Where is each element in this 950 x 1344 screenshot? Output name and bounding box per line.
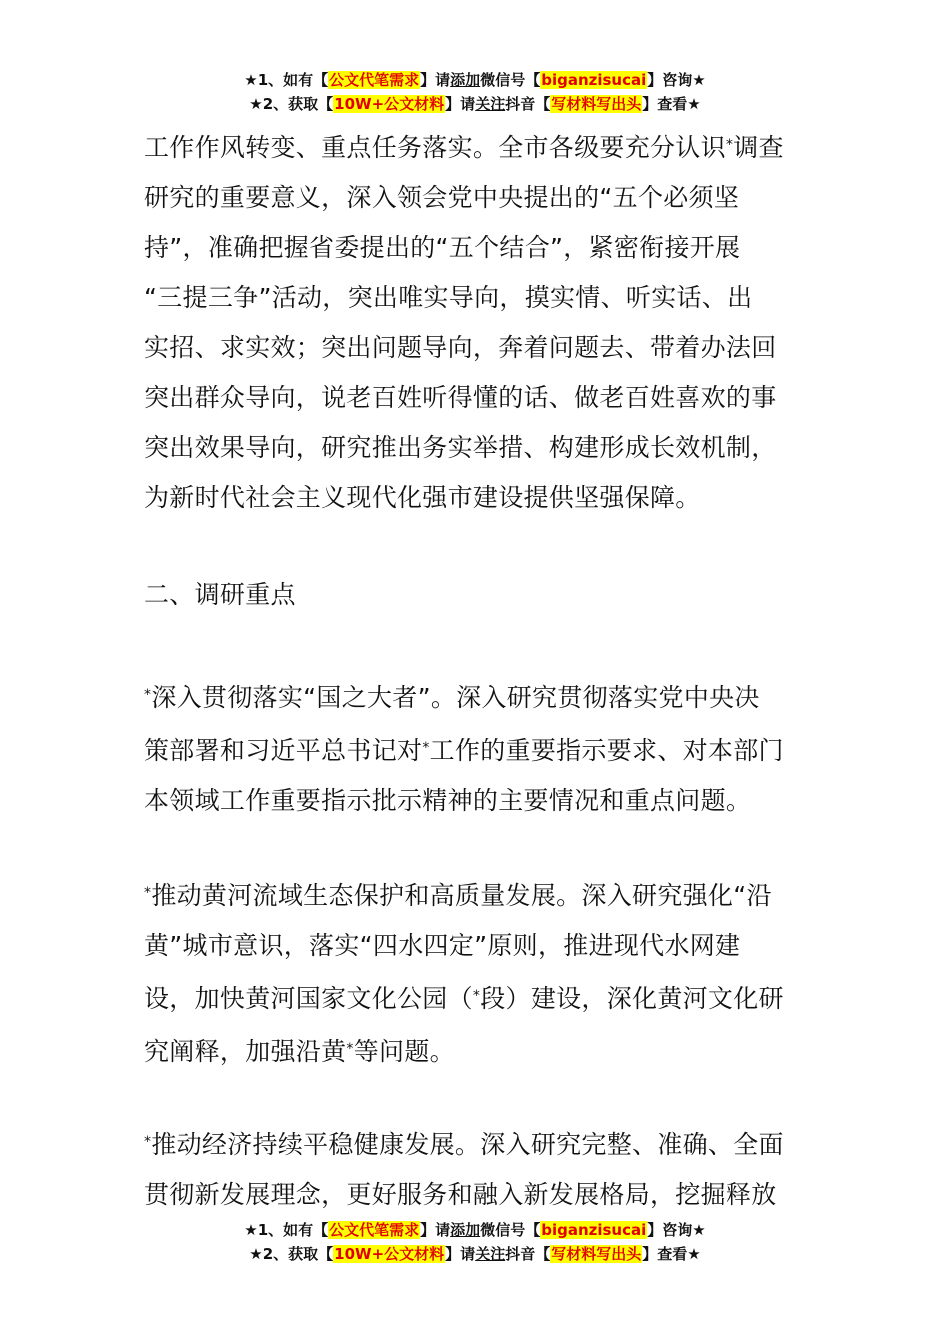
paragraph-guozhidazhe bbox=[144, 670, 814, 826]
redaction-asterisk: * bbox=[725, 137, 734, 153]
paragraph-economy bbox=[144, 1117, 814, 1220]
banner-line-2: ★2、获取【10W+公文材料】请关注抖音【写材料写出头】查看★ bbox=[249, 1245, 701, 1263]
text-line: *深入贯彻落实“国之大者”。深入研究贯彻落实党中央决 bbox=[144, 683, 760, 712]
text-line: 贯彻新发展理念，更好服务和融入新发展格局，挖掘释放 bbox=[144, 1180, 777, 1209]
redaction-asterisk: * bbox=[144, 1134, 152, 1150]
redaction-asterisk: * bbox=[346, 1041, 354, 1057]
paragraph-intro bbox=[144, 120, 814, 523]
star-icon: ★ bbox=[249, 1245, 263, 1263]
redaction-asterisk: * bbox=[422, 740, 430, 756]
paragraph-yellow-river bbox=[144, 868, 814, 1077]
highlight-wechat-id: biganzisucai bbox=[541, 1221, 647, 1239]
star-icon: ★ bbox=[692, 71, 706, 89]
text-line: 策部署和习近平总书记对*工作的重要指示要求、对本部门 bbox=[144, 736, 784, 765]
star-icon: ★ bbox=[687, 1245, 701, 1263]
text-line: 黄”城市意识，落实“四水四定”原则，推进现代水网建 bbox=[144, 931, 741, 960]
highlight-douyin: 写材料写出头 bbox=[551, 95, 642, 113]
text-line: 持”，准确把握省委提出的“五个结合”，紧密衔接开展 bbox=[144, 233, 741, 262]
banner-line-2: ★2、获取【10W+公文材料】请关注抖音【写材料写出头】查看★ bbox=[249, 95, 701, 113]
text-line: 突出效果导向，研究推出务实举措、构建形成长效机制， bbox=[144, 433, 777, 462]
highlight-service: 公文代笔需求 bbox=[329, 71, 420, 89]
text-line: 实招、求实效；突出问题导向，奔着问题去、带着办法回 bbox=[144, 333, 777, 362]
heading-text: 二、调研重点 bbox=[144, 580, 296, 609]
highlight-service: 公文代笔需求 bbox=[329, 1221, 420, 1239]
text-line: 究阐释，加强沿黄*等问题。 bbox=[144, 1037, 455, 1066]
bottom-banner bbox=[0, 1218, 950, 1266]
text-line: *推动黄河流域生态保护和高质量发展。深入研究强化“沿 bbox=[144, 881, 772, 910]
text-line: 研究的重要意义，深入领会党中央提出的“五个必须坚 bbox=[144, 183, 740, 212]
text-line: 设，加快黄河国家文化公园（*段）建设，深化黄河文化研 bbox=[144, 984, 784, 1013]
redaction-asterisk: * bbox=[144, 687, 152, 703]
highlight-douyin: 写材料写出头 bbox=[551, 1245, 642, 1263]
star-icon: ★ bbox=[249, 95, 263, 113]
text-line: 为新时代社会主义现代化强市建设提供坚强保障。 bbox=[144, 483, 701, 512]
redaction-asterisk: * bbox=[472, 988, 481, 1004]
text-line: “三提三争”活动，突出唯实导向，摸实情、听实话、出 bbox=[144, 283, 753, 312]
text-line: *推动经济持续平稳健康发展。深入研究完整、准确、全面 bbox=[144, 1130, 784, 1159]
section-heading bbox=[144, 570, 814, 620]
highlight-materials: 10W+公文材料 bbox=[334, 95, 445, 113]
text-line: 本领域工作重要指示批示精神的主要情况和重点问题。 bbox=[144, 786, 752, 815]
text-line: 突出群众导向，说老百姓听得懂的话、做老百姓喜欢的事 bbox=[144, 383, 777, 412]
highlight-wechat-id: biganzisucai bbox=[541, 71, 647, 89]
highlight-materials: 10W+公文材料 bbox=[334, 1245, 445, 1263]
star-icon: ★ bbox=[687, 95, 701, 113]
banner-line-1: ★1、如有【公文代笔需求】请添加微信号【biganzisucai】咨询★ bbox=[244, 1221, 706, 1239]
banner-line-1: ★1、如有【公文代笔需求】请添加微信号【biganzisucai】咨询★ bbox=[244, 71, 706, 89]
star-icon: ★ bbox=[692, 1221, 706, 1239]
text-line: 工作作风转变、重点任务落实。全市各级要充分认识*调查 bbox=[144, 133, 784, 162]
star-icon: ★ bbox=[244, 1221, 258, 1239]
top-banner bbox=[0, 68, 950, 116]
star-icon: ★ bbox=[244, 71, 258, 89]
redaction-asterisk: * bbox=[144, 885, 152, 901]
